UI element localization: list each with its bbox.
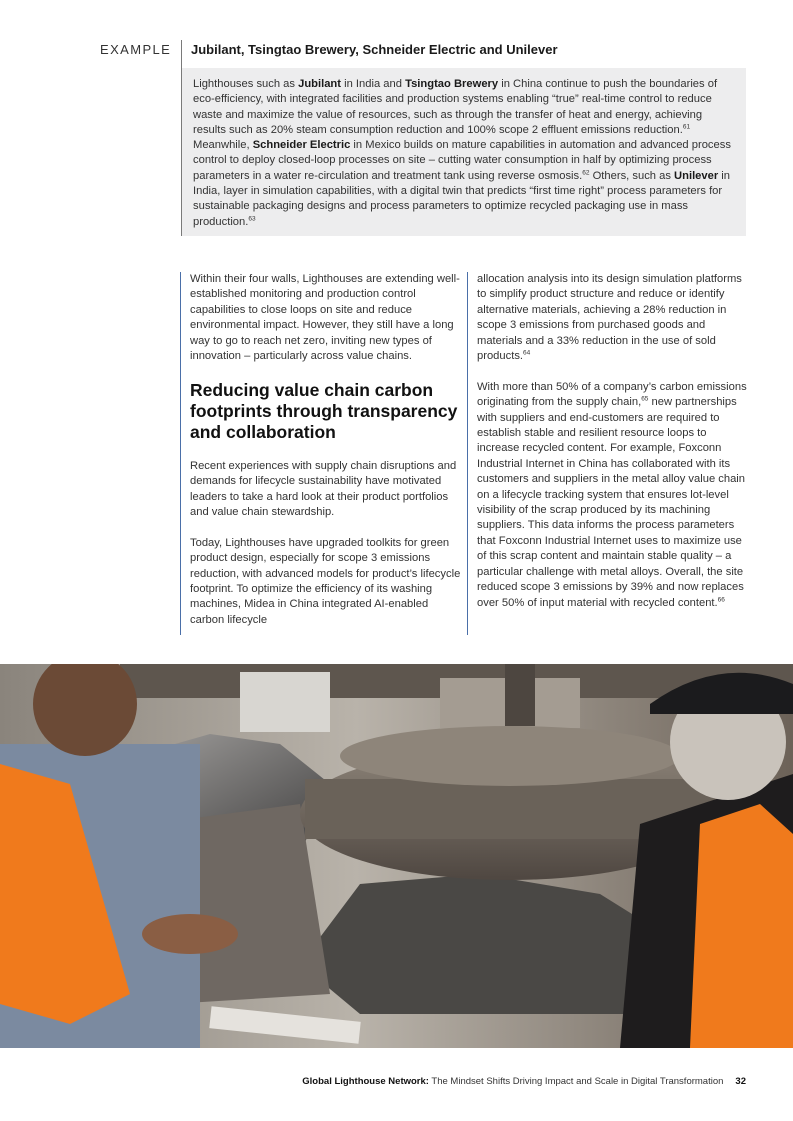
footer-brand: Global Lighthouse Network:	[302, 1076, 429, 1087]
example-text: in India, layer in simulation capabilities, with a digital twin that predicts “first time right” process parameters for sustainable packaging designs and process parameters to optimize recycled packaging use in mass production.	[193, 169, 731, 228]
right-column-rule	[467, 272, 468, 635]
page-footer	[302, 1076, 746, 1087]
footer-subtitle: The Mindset Shifts Driving Impact and Scale in Digital Transformation	[428, 1076, 724, 1087]
footnote-ref: 65	[641, 395, 649, 403]
body-paragraph: Within their four walls, Lighthouses are extending well-established monitoring and production control capabilities to close loops on site and reduce environmental impact. However, they still have a long way to go to reach net zero, inviting new types of innovation – particularly across value chains.	[190, 273, 460, 363]
company-name: Unilever	[674, 169, 719, 182]
footnote-ref: 62	[582, 169, 590, 177]
page-number: 32	[735, 1076, 746, 1087]
paragraph-text: new partnerships with suppliers and end-customers are required to establish stable and resilient resource loops to increase recycled content. For example, Foxconn Industrial Internet in China has collaborated with its customers and suppliers in the metal alloy value chain on a lifecycle tracking system that ensures lot-level visibility of the scrap produced by its machining suppliers. This data informs the process parameters that Foxconn Industrial Internet uses to maximize use of this scrap content and maintain stable quality – a particular challenge with metal alloys. Overall, the site reduced scope 3 emissions by 39% and now replaces over 50% of input material with recycled content.	[477, 396, 746, 609]
left-column	[190, 272, 462, 644]
example-text: in China continue to push the boundaries of eco-efficiency, with integrated facilities and production systems enabling “true” real-time control to reduce waste and maximize the value of resources, such as through the transfer of heat and energy, achieving results such as 20% steam consumption reduction and 100% scope 2 effluent emissions reduction.	[193, 78, 718, 136]
safety-vest-right	[690, 804, 793, 1048]
right-column	[477, 272, 749, 626]
lifting-magnet-top	[340, 726, 680, 786]
company-name: Schneider Electric	[252, 139, 351, 152]
example-text: in Mexico builds on mature capabilities in automation and advanced process control to deploy closed-loop processes on site – cutting water consumption in half by optimizing process parameters in a water re-circulation and treatment tank using reverse osmosis.	[193, 139, 731, 182]
body-paragraph: Today, Lighthouses have upgraded toolkits for green product design, especially for scope 3 emissions reduction, with advanced models for product’s lifecycle footprint. To optimize the efficiency of its washing machines, Midea in China integrated AI-enabled carbon lifecycle	[190, 536, 461, 626]
body-paragraph	[477, 380, 749, 611]
example-title: Jubilant, Tsingtao Brewery, Schneider Electric and Unilever	[191, 42, 558, 57]
paragraph-text: With more than 50% of a company’s carbon emissions originating from the supply chain,	[477, 380, 747, 409]
example-box	[182, 68, 746, 236]
section-heading: Reducing value chain carbon footprints through transparency and collaboration	[190, 379, 458, 442]
crane-chain	[505, 664, 535, 726]
company-name: Jubilant	[298, 78, 341, 90]
example-text: Others, such as	[589, 169, 675, 182]
body-paragraph: Recent experiences with supply chain disruptions and demands for lifecycle sustainability have motivated leaders to take a hard look at their product portfolios and value chain stewardship.	[190, 459, 457, 519]
footnote-ref: 63	[248, 214, 256, 222]
body-paragraph	[477, 272, 749, 364]
example-text: Lighthouses such as	[193, 78, 299, 90]
footnote-ref: 61	[682, 123, 691, 131]
example-text: in India and	[341, 78, 406, 90]
example-label: EXAMPLE	[100, 42, 172, 57]
paragraph-text: allocation analysis into its design simulation platforms to simplify product structure and reduce or identify alternative materials, achieving a 28% reduction in scope 3 emissions from purchased goods and materials and a 33% reduction in the use of sold products.	[477, 273, 742, 363]
left-column-rule	[180, 272, 181, 635]
footnote-ref: 64	[523, 349, 531, 357]
scrap-yard-photo	[0, 664, 793, 1048]
company-name: Tsingtao Brewery	[405, 78, 499, 90]
worker-left-hand	[142, 914, 238, 954]
footnote-ref: 66	[717, 595, 725, 603]
example-text: Meanwhile,	[193, 139, 253, 152]
warehouse-window	[240, 672, 330, 732]
